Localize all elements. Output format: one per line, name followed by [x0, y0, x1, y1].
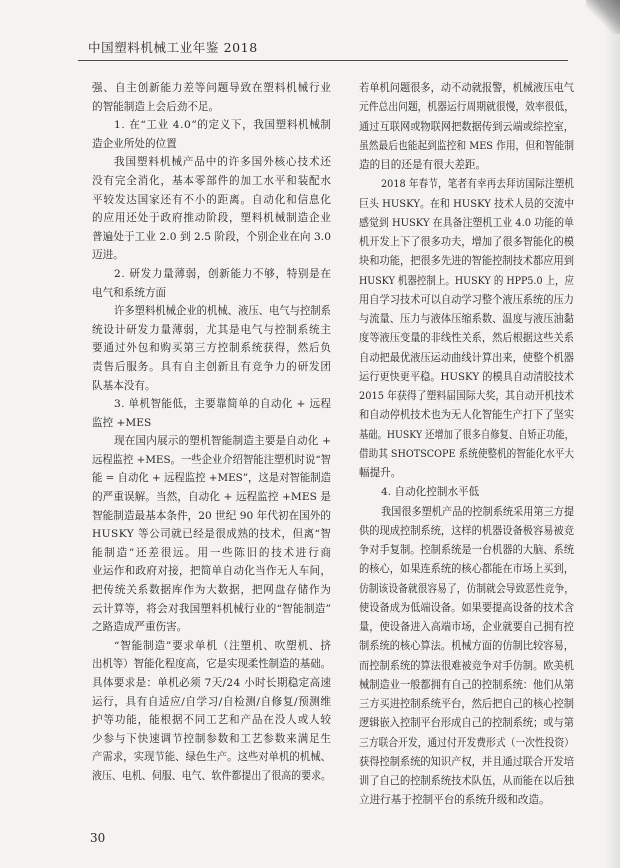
line-text: 我国很多塑机产品的控制系统采用第三方提	[381, 505, 574, 518]
line-text: 强、自主创新能力差等问题导致在塑料机械行业	[92, 82, 332, 94]
text-line	[359, 637, 574, 656]
line-text: 能 = 自动化 + 远程监控 +MES”，这是对智能制造	[92, 472, 331, 485]
text-line	[92, 674, 331, 693]
text-line	[92, 265, 331, 284]
line-text: 和自动停机技术也为无人化智能生产打下了坚实	[359, 409, 574, 422]
line-text: 我国塑料机械产品中的许多国外核心技术还	[114, 156, 332, 169]
page-curl-shadow	[586, 0, 620, 34]
line-text: 具体要求是：单机必须 7天/24 小时长期稳定高速	[92, 677, 332, 689]
line-text: 把传统关系数据库作为大数据，把网盘存储作为	[92, 584, 332, 597]
line-text: 电气和系统方面	[92, 286, 167, 299]
line-text: 制系统的核心算法。机械方面的仿制比较容易，	[359, 640, 574, 653]
text-line	[359, 753, 574, 772]
line-text: “智能制造”要求单机（注塑机、吹塑机、挤	[114, 639, 332, 652]
text-line	[92, 618, 331, 637]
line-text: 出机等）智能化程度高，它是实现柔性制造的基础。	[92, 658, 331, 671]
text-line	[359, 329, 574, 348]
text-line	[359, 734, 574, 753]
line-text: 要通过外包和购买第三方控制系统获得，然后负	[92, 342, 332, 355]
text-line	[359, 406, 574, 425]
line-text: 造的目的还是有很大差距。	[359, 159, 487, 171]
page-edge-shadow	[604, 0, 620, 868]
text-line	[359, 272, 574, 291]
text-line	[92, 655, 331, 674]
paragraph	[92, 153, 331, 265]
text-line	[92, 377, 331, 396]
text-line	[92, 544, 331, 563]
text-line	[359, 291, 574, 310]
text-line	[92, 321, 331, 340]
text-line	[92, 525, 331, 544]
text-line	[92, 432, 331, 451]
text-line	[359, 426, 574, 445]
text-line	[359, 695, 574, 714]
text-line	[359, 560, 574, 579]
text-line	[359, 772, 574, 791]
text-line	[92, 135, 331, 154]
line-text: 的应用还处于政府推动阶段，塑料机械制造企业	[92, 212, 332, 225]
text-line	[92, 767, 331, 786]
line-text: 若单机问题很多，动不动就报警，机械液压电气	[359, 82, 574, 94]
line-text: 逻辑嵌入控制平台形成自己的控制系统；或与第	[359, 717, 574, 730]
line-text: 3. 单机智能低，主要靠简单的自动化 + 远程	[114, 398, 332, 411]
text-line	[92, 172, 331, 191]
line-text: 感觉到 HUSKY 在具备注塑机工业 4.0 功能的单	[359, 216, 574, 229]
section-heading	[359, 483, 574, 502]
header-rule	[78, 60, 568, 61]
text-line	[359, 79, 574, 98]
text-line	[92, 246, 331, 265]
line-text: 元件总出问题，机器运行周期就很慢，效率很低，	[359, 101, 574, 114]
text-line	[359, 657, 574, 676]
line-text: 三方联合开发，通过付开发费形式（一次性投资）	[359, 736, 574, 749]
text-line	[359, 98, 574, 117]
line-text: 造企业所处的位置	[92, 137, 177, 150]
line-text: 护等功能，能根据不同工艺和产品在没人或人较	[92, 714, 332, 727]
text-line	[92, 228, 331, 247]
text-line	[359, 137, 574, 156]
text-line	[92, 469, 331, 488]
line-text: 液压、电机、伺服、电气、软件都提出了很高的要求。	[92, 769, 331, 782]
continued-paragraph	[92, 79, 331, 116]
text-line	[92, 339, 331, 358]
line-text: 自动把最优液压运动曲线计算出来，使整个机器	[359, 351, 574, 364]
section-heading	[92, 116, 331, 153]
text-line	[92, 284, 331, 303]
line-text: 三方买进控制系统平台，然后把自己的核心控制	[359, 698, 574, 710]
text-line	[359, 195, 574, 214]
line-text: 训了自己的控制系统技术队伍，从而能在以后独	[359, 775, 574, 787]
text-line	[92, 562, 331, 581]
line-text: 巨头 HUSKY。在和 HUSKY 技术人员的交流中	[359, 197, 574, 210]
line-text: 借助其 SHOTSCOPE 系统使整机的智能化水平大	[359, 447, 574, 460]
line-text: 与流量、压力与液体压缩系数、温度与液压油黏	[359, 313, 574, 325]
line-text: 的核心，如果连系统的核心都能在市场上买到，	[359, 563, 574, 576]
text-line	[359, 156, 574, 175]
line-text: 能制造”还差很远。用一些陈旧的技术进行商	[92, 546, 333, 559]
left-column	[92, 79, 331, 786]
line-text: 迈进。	[92, 249, 124, 262]
line-text: 仿制该设备就很容易了，仿制就会导致恶性竞争，	[359, 582, 574, 595]
text-line	[92, 693, 331, 712]
line-text: 立进行基于控制平台的系统升级和改造。	[359, 794, 550, 807]
text-line	[359, 233, 574, 252]
continued-paragraph	[359, 79, 574, 175]
text-line	[359, 676, 574, 695]
text-line	[92, 302, 331, 321]
text-line	[92, 98, 331, 117]
line-text: HUSKY 机器控制上。HUSKY 的 HPP5.0 上，应	[359, 274, 574, 287]
text-line	[359, 252, 574, 271]
line-text: 之路造成严重伤害。	[92, 621, 188, 634]
text-line	[359, 580, 574, 599]
text-line	[92, 600, 331, 619]
right-column	[359, 79, 574, 811]
line-text: 平较发达国家还有不小的距离。自动化和信息化	[92, 193, 332, 206]
page-number: 30	[90, 831, 106, 845]
text-line	[92, 358, 331, 377]
text-line	[359, 118, 574, 137]
text-line	[92, 79, 331, 98]
text-line	[359, 387, 574, 406]
line-text: 运行更快更平稳。HUSKY 的模具自动清胶技术	[359, 370, 574, 383]
paragraph	[92, 432, 331, 637]
text-line	[359, 464, 574, 483]
text-line	[359, 791, 574, 810]
text-line	[359, 599, 574, 618]
section-heading	[92, 265, 331, 302]
line-text: 使设备成为低端设备。如果要提高设备的技术含	[359, 601, 574, 614]
line-text: 块和功能，把很多先进的智能控制技术都应用到	[359, 255, 574, 268]
line-text: 许多塑料机械企业的机械、液压、电气与控制系	[114, 305, 331, 318]
text-line	[92, 209, 331, 228]
text-line	[92, 581, 331, 600]
text-line	[359, 483, 574, 502]
paragraph	[359, 175, 574, 483]
text-line	[92, 116, 331, 135]
text-line	[92, 637, 331, 656]
text-line	[359, 310, 574, 329]
line-text: 少参与下快速调节控制参数和工艺参数来满足生	[92, 732, 332, 745]
line-text: 远程监控 +MES。一些企业介绍智能注塑机时说“智	[92, 453, 331, 466]
text-line	[92, 488, 331, 507]
text-line	[92, 414, 331, 433]
line-text: 现在国内展示的塑机智能制造主要是自动化 +	[114, 435, 332, 448]
paragraph	[359, 503, 574, 811]
line-text: 运行，具有自适应/自学习/自检测/自修复/预测维	[92, 695, 332, 708]
text-line	[359, 503, 574, 522]
line-text: 云计算等，将会对我国塑料机械行业的“智能制造”	[92, 602, 332, 615]
line-text: 队基本没有。	[92, 379, 156, 392]
text-line	[359, 175, 574, 194]
text-line	[359, 445, 574, 464]
line-text: 普遍处于工业 2.0 到 2.5 阶段，个别企业在向 3.0	[92, 230, 332, 243]
line-text: 的严重误解。当然，自动化 + 远程监控 +MES 是	[92, 491, 332, 504]
line-text: 责售后服务。具有自主创新且有竞争力的研发团	[92, 360, 332, 373]
running-header-title: 中国塑料机械工业年鉴 2018	[88, 40, 258, 55]
line-text: 没有完全消化，基本零部件的加工水平和装配水	[92, 174, 332, 187]
text-line	[92, 711, 331, 730]
line-text: 4. 自动化控制水平低	[381, 486, 480, 499]
line-text: 量，使设备进入高端市场，企业就要自己拥有控	[359, 621, 574, 633]
line-text: 1. 在“工业 4.0”的定义下，我国塑料机械制	[114, 119, 332, 132]
text-line	[92, 395, 331, 414]
text-line	[92, 748, 331, 767]
line-text: 2. 研发力量薄弱，创新能力不够，特别是在	[114, 267, 332, 280]
line-text: 通过互联网或物联网把数据传到云端或综控室，	[359, 120, 574, 133]
text-line	[92, 730, 331, 749]
line-text: 智能制造最基本条件，20 世纪 90 年代初在国外的	[92, 509, 332, 522]
text-line	[359, 541, 574, 560]
text-line	[92, 153, 331, 172]
line-text: HUSKY 等公司就已经是很成熟的技术，但离“智	[92, 528, 332, 541]
line-text: 2018 年春节，笔者有幸再去拜访国际注塑机	[381, 178, 574, 191]
line-text: 争对手复制。控制系统是一台机器的大脑、系统	[359, 544, 574, 556]
line-text: 供的现成控制系统，这样的机器设备极容易被竞	[359, 524, 574, 537]
line-text: 而控制系统的算法很难被竞争对手仿制。欧美机	[359, 659, 574, 672]
text-line	[359, 368, 574, 387]
line-text: 统设计研发力量薄弱，尤其是电气与控制系统主	[92, 323, 332, 336]
text-line	[359, 714, 574, 733]
line-text: 监控 +MES	[92, 416, 152, 429]
text-line	[92, 507, 331, 526]
line-text: 业运作和政府对接，把简单自动化当作无人车间，	[92, 565, 332, 578]
line-text: 械制造业一般都拥有自己的控制系统：他们从第	[359, 678, 574, 691]
line-text: 2015 年获得了塑料届国际大奖，其自动开机技术	[359, 390, 574, 402]
text-line	[359, 214, 574, 233]
text-line	[359, 349, 574, 368]
line-text: 机开发上下了很多功夫，增加了很多智能化的模	[359, 236, 574, 248]
paragraph	[92, 637, 331, 786]
paragraph	[92, 302, 331, 395]
line-text: 虽然最后也能起到监控和 MES 作用，但和智能制	[359, 139, 574, 152]
line-text: 幅提升。	[359, 467, 402, 479]
line-text: 度等液压变量的非线性关系，然后根据这些关系	[359, 332, 574, 345]
section-heading	[92, 395, 331, 432]
text-line	[92, 451, 331, 470]
line-text: 获得控制系统的知识产权，并且通过联合开发培	[359, 755, 574, 768]
line-text: 的智能制造上会后劲不足。	[92, 100, 220, 113]
text-line	[359, 618, 574, 637]
line-text: 用自学习技术可以自动学习整个液压系统的压力	[359, 293, 574, 306]
line-text: 产需求，实现节能、绿色生产。这些对单机的机械、	[92, 751, 331, 764]
text-line	[92, 191, 331, 210]
text-line	[359, 522, 574, 541]
line-text: 基础。HUSKY 还增加了很多自修复、自矫正功能，	[359, 428, 574, 441]
